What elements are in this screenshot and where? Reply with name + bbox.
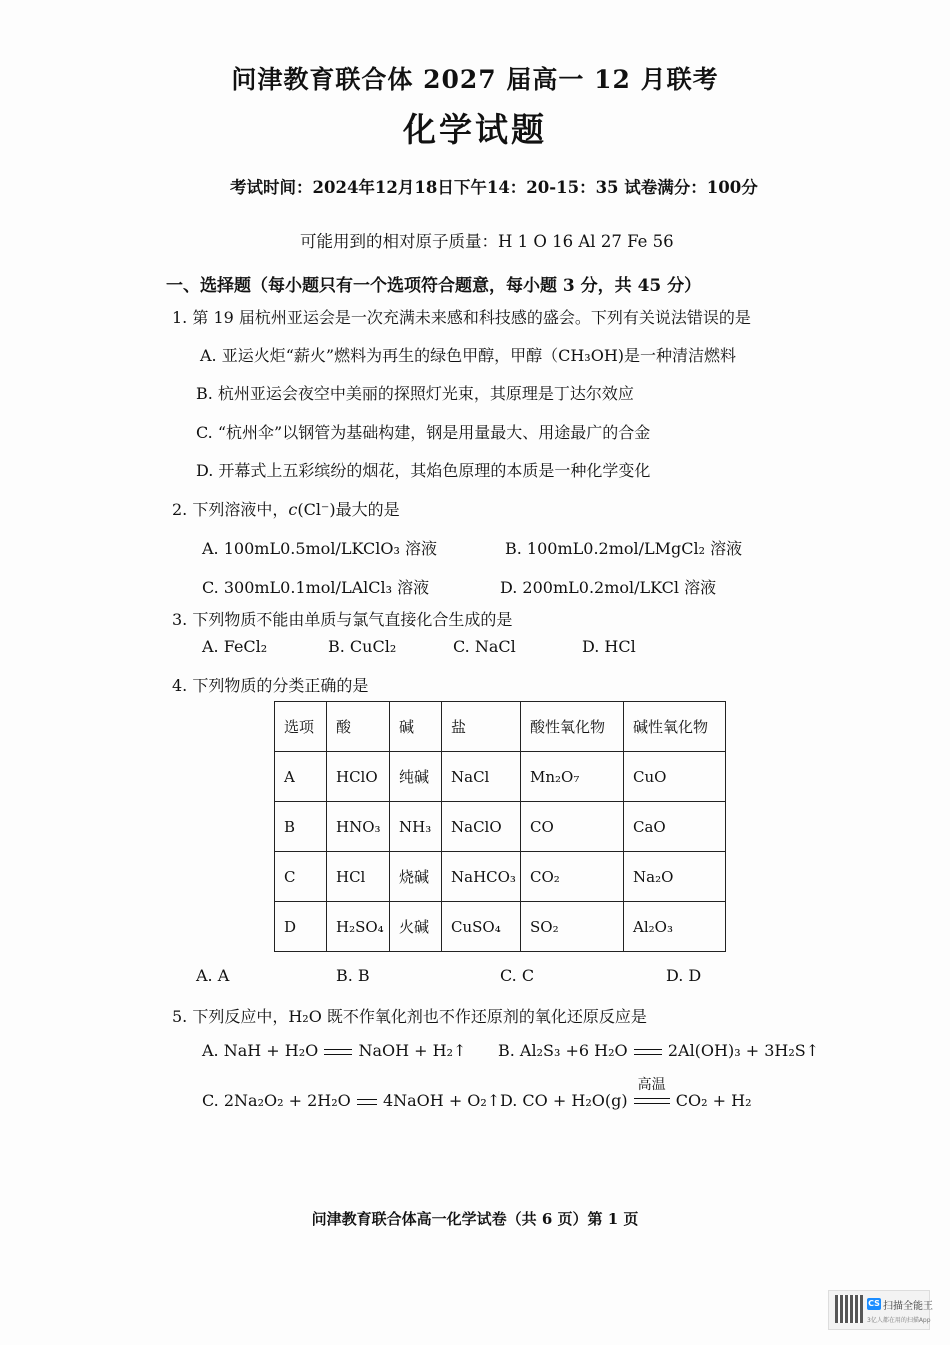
- table-row: [275, 802, 726, 852]
- q5-option-b: [498, 1041, 819, 1060]
- q4-option-a: A. A: [196, 966, 230, 985]
- table-header-cell: 碱: [390, 702, 442, 752]
- q5-c-products: 4NaOH + O₂↑: [382, 1091, 501, 1110]
- table-cell: NaHCO₃: [442, 852, 521, 902]
- q3-option-c: C. NaCl: [453, 637, 516, 656]
- table-cell: NaCl: [442, 752, 521, 802]
- table-header-cell: 选项: [275, 702, 327, 752]
- equals-sign-icon: [356, 1096, 378, 1108]
- q2-stem-prefix: 2. 下列溶液中，: [172, 500, 289, 519]
- q2-option-c: C. 300mL0.1mol/LAlCl₃ 溶液: [202, 578, 430, 597]
- table-cell: H₂SO₄: [327, 902, 390, 952]
- q5-c-reactants: C. 2Na₂O₂ + 2H₂O: [202, 1091, 351, 1110]
- q1-stem: 1. 第 19 届杭州亚运会是一次充满未来感和科技感的盛会。下列有关说法错误的是: [172, 308, 751, 327]
- scanner-watermark: [828, 1290, 933, 1330]
- table-cell: NH₃: [390, 802, 442, 852]
- q3-option-b: B. CuCl₂: [328, 637, 397, 656]
- q5-d-products: CO₂ + H₂: [675, 1091, 752, 1110]
- q5-a-reactants: A. NaH + H₂O: [202, 1041, 319, 1060]
- cs-logo-icon: CS: [868, 1299, 880, 1308]
- q5-b-products: 2Al(OH)₃ + 3H₂S↑: [667, 1041, 820, 1060]
- q2-stem-suffix: (Cl⁻)最大的是: [297, 500, 400, 519]
- q2-option-a: A. 100mL0.5mol/LKClO₃ 溶液: [202, 539, 437, 558]
- scanner-slogan: 3亿人都在用的扫描App: [867, 1317, 931, 1324]
- section-heading: 一、选择题（每小题只有一个选项符合题意，每小题 3 分，共 45 分）: [166, 276, 702, 296]
- q3-stem: 3. 下列物质不能由单质与氯气直接化合生成的是: [172, 610, 513, 629]
- q2-option-b: B. 100mL0.2mol/LMgCl₂ 溶液: [505, 539, 743, 558]
- q3-option-a: A. FeCl₂: [202, 637, 268, 656]
- table-cell: C: [275, 852, 327, 902]
- q5-option-a: [202, 1041, 466, 1060]
- atomic-masses: 可能用到的相对原子质量：H 1 O 16 Al 27 Fe 56: [300, 232, 674, 251]
- q4-option-d: D. D: [666, 966, 702, 985]
- table-cell: 烧碱: [390, 852, 442, 902]
- q1-option-c: C. “杭州伞”以钢管为基础构建，钢是用量最大、用途最广的合金: [196, 423, 651, 442]
- q5-d-condition: 高温: [637, 1076, 666, 1093]
- table-cell: A: [275, 752, 327, 802]
- table-row: [275, 852, 726, 902]
- equals-sign-icon: [323, 1046, 353, 1058]
- table-cell: CaO: [624, 802, 726, 852]
- table-cell: D: [275, 902, 327, 952]
- q5-stem: 5. 下列反应中，H₂O 既不作氧化剂也不作还原剂的氧化还原反应是: [172, 1007, 647, 1026]
- reaction-condition-arrow-icon: [633, 1076, 671, 1112]
- table-header-cell: 酸性氧化物: [521, 702, 624, 752]
- q5-option-d: [500, 1076, 752, 1112]
- table-cell: B: [275, 802, 327, 852]
- page-footer: 问津教育联合体高一化学试卷（共 6 页）第 1 页: [311, 1210, 639, 1228]
- table-header-row: [275, 702, 726, 752]
- table-cell: Na₂O: [624, 852, 726, 902]
- equals-sign-icon: [633, 1046, 663, 1058]
- q3-option-d: D. HCl: [582, 637, 636, 656]
- qr-code-icon: [835, 1295, 863, 1323]
- table-cell: CO₂: [521, 852, 624, 902]
- table-cell: NaClO: [442, 802, 521, 852]
- exam-title: 问津教育联合体 2027 届高一 12 月联考: [231, 65, 719, 94]
- q2-stem: [172, 497, 400, 520]
- table-header-cell: 酸: [327, 702, 390, 752]
- q1-option-a: A. 亚运火炬“薪火”燃料为再生的绿色甲醇，甲醇（CH₃OH)是一种清洁燃料: [200, 346, 737, 365]
- exam-info: 考试时间：2024年12月18日下午14：20-15：35 试卷满分：100分: [230, 178, 758, 197]
- q2-stem-c: c: [288, 500, 298, 519]
- table-cell: 火碱: [390, 902, 442, 952]
- q5-a-products: NaOH + H₂↑: [358, 1041, 467, 1060]
- q5-b-reactants: B. Al₂S₃ +6 H₂O: [498, 1041, 628, 1060]
- q4-stem: 4. 下列物质的分类正确的是: [172, 676, 369, 695]
- subject-title: 化学试题: [403, 110, 547, 149]
- table-header-cell: 碱性氧化物: [624, 702, 726, 752]
- table-cell: SO₂: [521, 902, 624, 952]
- table-cell: CuO: [624, 752, 726, 802]
- table-cell: Al₂O₃: [624, 902, 726, 952]
- table-row: [275, 902, 726, 952]
- q5-option-c: [202, 1091, 500, 1110]
- q4-option-b: B. B: [336, 966, 370, 985]
- table-cell: HClO: [327, 752, 390, 802]
- q1-option-d: D. 开幕式上五彩缤纷的烟花，其焰色原理的本质是一种化学变化: [196, 461, 651, 480]
- table-cell: 纯碱: [390, 752, 442, 802]
- q4-option-c: C. C: [500, 966, 535, 985]
- table-cell: CO: [521, 802, 624, 852]
- table-cell: HNO₃: [327, 802, 390, 852]
- scanner-name: 扫描全能王: [883, 1301, 933, 1312]
- q5-d-reactants: D. CO + H₂O(g): [500, 1091, 628, 1110]
- table-cell: HCl: [327, 852, 390, 902]
- table-row: [275, 752, 726, 802]
- classification-table: [274, 701, 726, 952]
- q1-option-b: B. 杭州亚运会夜空中美丽的探照灯光束，其原理是丁达尔效应: [196, 384, 634, 403]
- table-cell: Mn₂O₇: [521, 752, 624, 802]
- q2-option-d: D. 200mL0.2mol/LKCl 溶液: [500, 578, 717, 597]
- table-cell: CuSO₄: [442, 902, 521, 952]
- table-header-cell: 盐: [442, 702, 521, 752]
